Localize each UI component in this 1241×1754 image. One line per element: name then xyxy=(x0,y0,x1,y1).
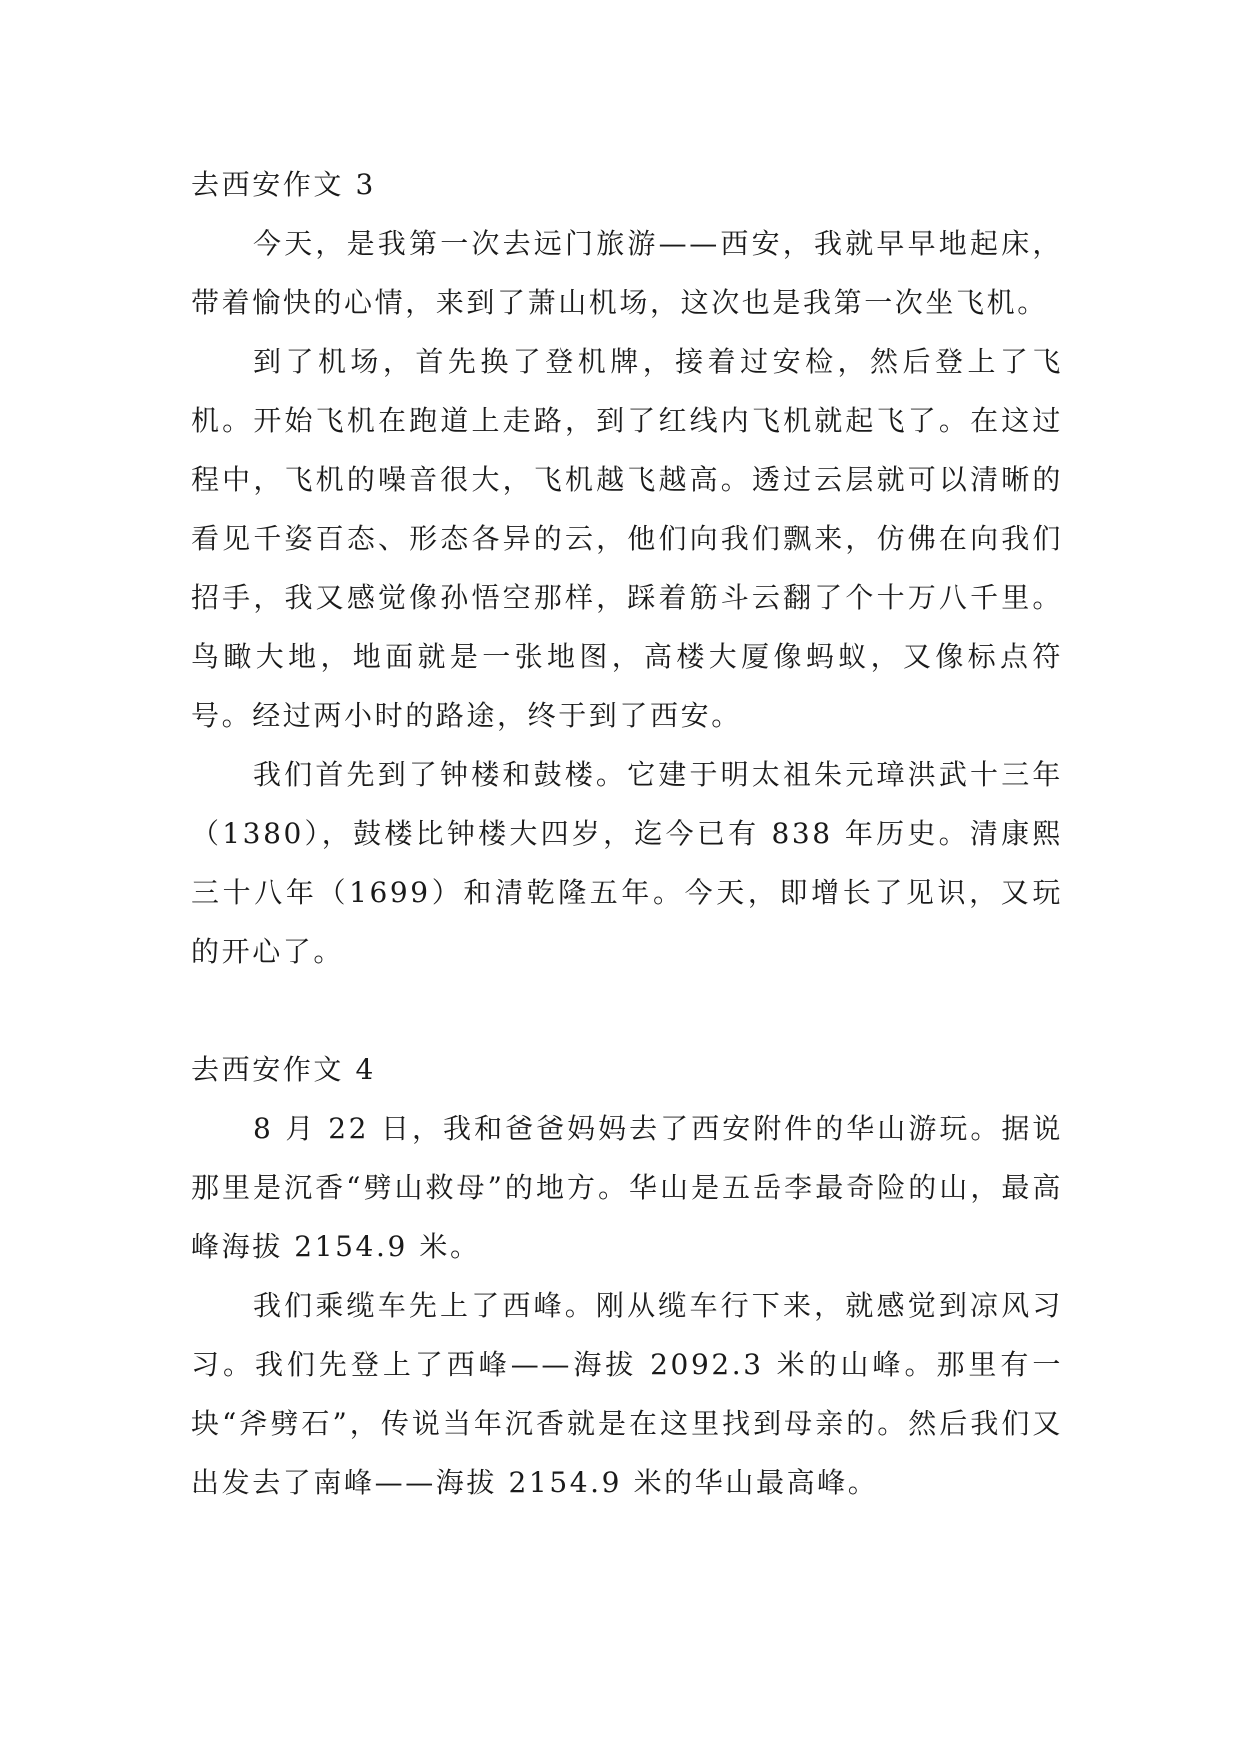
document-body xyxy=(191,155,1063,1512)
essay-4-paragraph-1: 8 月 22 日，我和爸爸妈妈去了西安附件的华山游玩。据说那里是沉香“劈山救母”的地方。华山是五岳李最奇险的山，最高峰海拔 2154.9 米。 xyxy=(191,1112,1063,1263)
essay-3-title: 去西安作文 3 xyxy=(191,168,376,201)
essay-3-paragraph-3: 我们首先到了钟楼和鼓楼。它建于明太祖朱元璋洪武十三年（1380），鼓楼比钟楼大四岁，迄今已有 838 年历史。清康熙三十八年（1699）和清乾隆五年。今天，即增长了见识，又玩的开心了。 xyxy=(191,758,1063,968)
essay-3-paragraph-1: 今天，是我第一次去远门旅游——西安，我就早早地起床，带着愉快的心情，来到了萧山机场，这次也是我第一次坐飞机。 xyxy=(191,227,1063,319)
section-gap xyxy=(191,981,1063,1040)
essay-3-paragraph-2: 到了机场，首先换了登机牌，接着过安检，然后登上了飞机。开始飞机在跑道上走路，到了红线内飞机就起飞了。在这过程中，飞机的噪音很大，飞机越飞越高。透过云层就可以清晰的看见千姿百态、形态各异的云，他们向我们飘来，仿佛在向我们招手，我又感觉像孙悟空那样，踩着筋斗云翻了个十万八千里。鸟瞰大地，地面就是一张地图，高楼大厦像蚂蚁，又像标点符号。经过两小时的路途，终于到了西安。 xyxy=(191,345,1063,732)
essay-3 xyxy=(191,155,1063,981)
essay-4-title: 去西安作文 4 xyxy=(191,1053,376,1086)
essay-4-paragraph-2: 我们乘缆车先上了西峰。刚从缆车行下来，就感觉到凉风习习。我们先登上了西峰——海拔 2092.3 米的山峰。那里有一块“斧劈石”，传说当年沉香就是在这里找到母亲的。然后我们又出发去了南峰——海拔 2154.9 米的华山最高峰。 xyxy=(191,1289,1063,1499)
essay-4 xyxy=(191,1040,1063,1512)
